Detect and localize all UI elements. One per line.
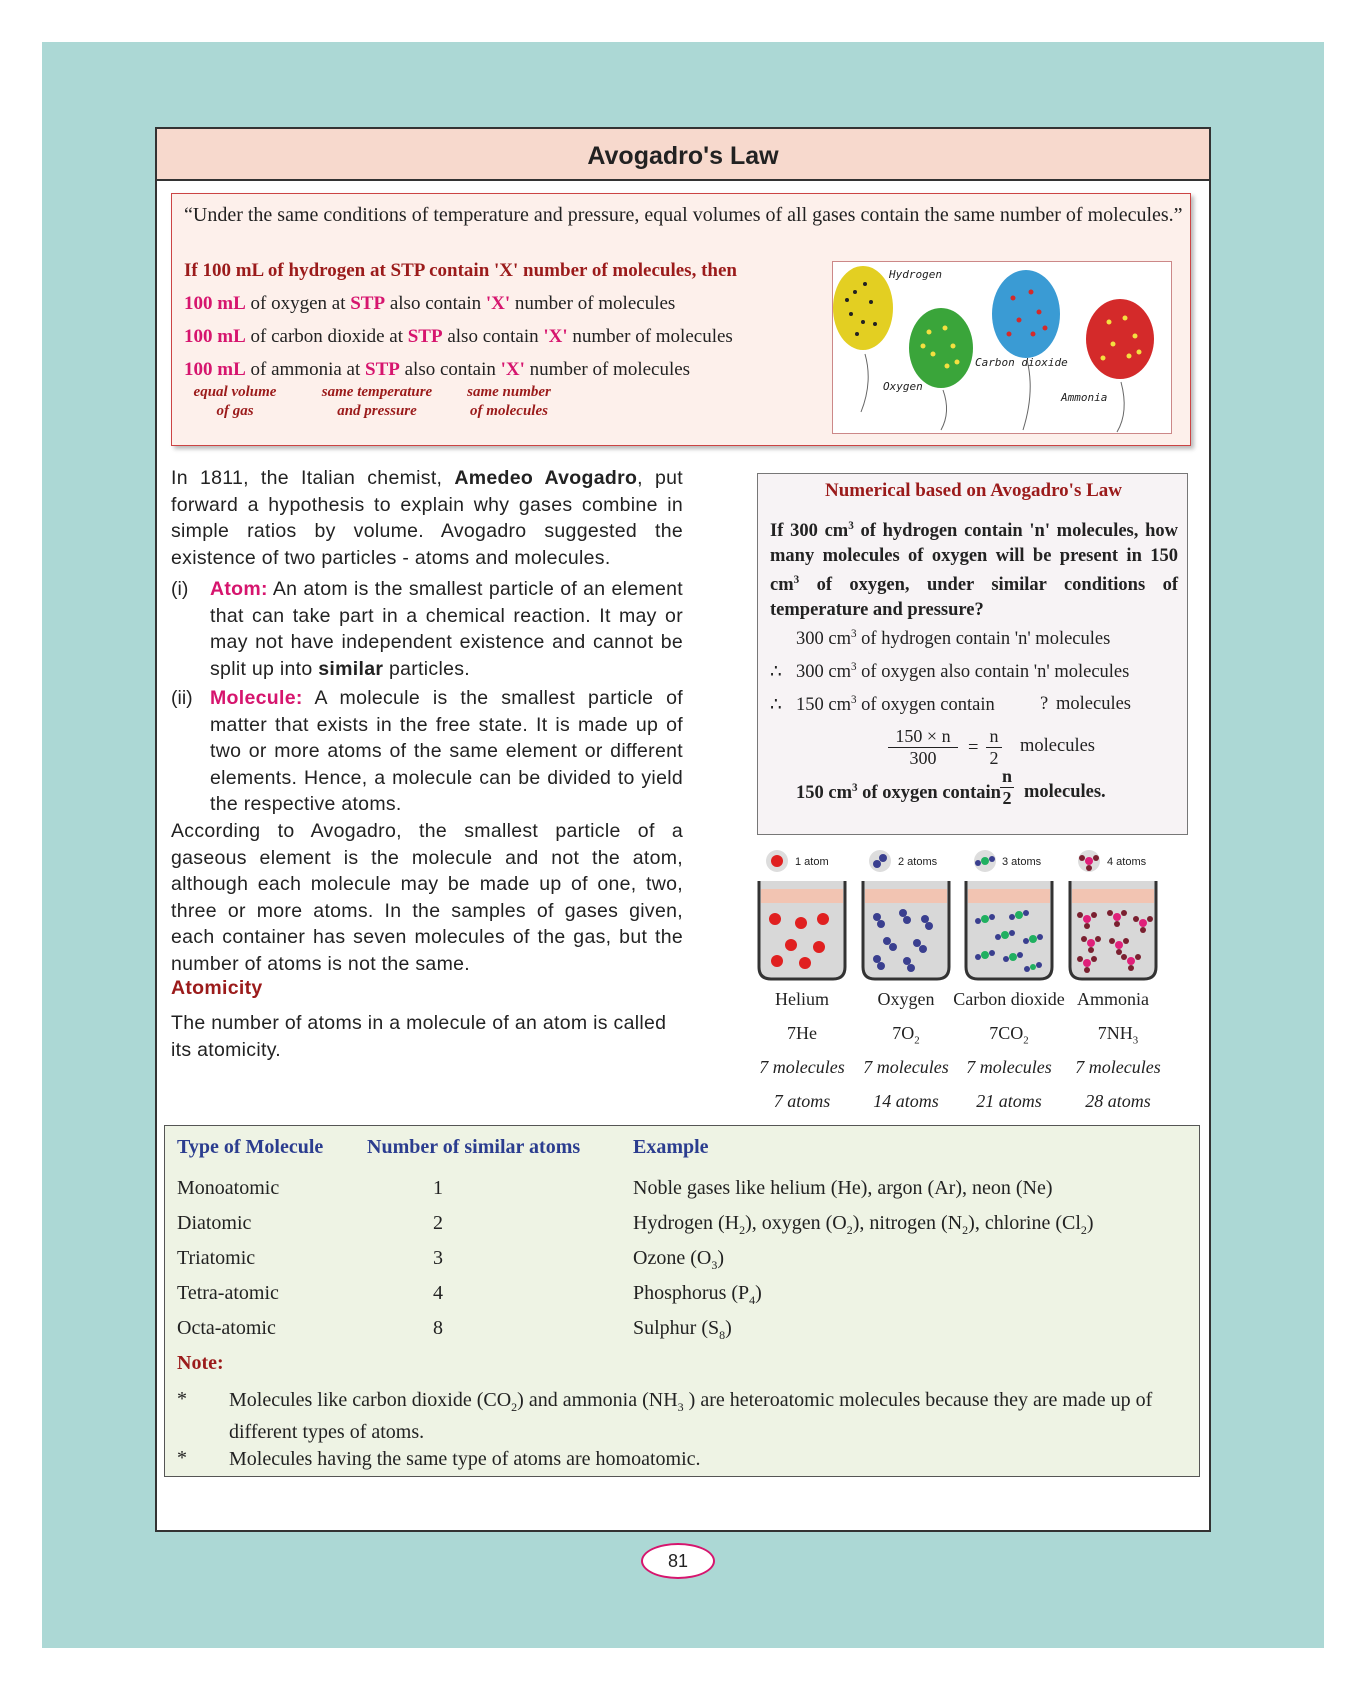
therefore-symbol-1: ∴ bbox=[770, 662, 782, 682]
gas-samples-illustration bbox=[757, 849, 1188, 1111]
atomicity-definition: The number of atoms in a molecule of an atom is called its atomicity. bbox=[171, 1012, 667, 1061]
page-title: Avogadro's Law bbox=[157, 129, 1209, 181]
row-number: 4 bbox=[433, 1282, 443, 1304]
molecule-item-number: (ii) bbox=[171, 687, 193, 709]
sample-name-oxygen: Oxygen bbox=[877, 989, 935, 1009]
row-number: 8 bbox=[433, 1317, 443, 1339]
equals-sign: = bbox=[968, 738, 979, 758]
note-title: Note: bbox=[177, 1352, 224, 1374]
sample-atoms-helium: 7 atoms bbox=[773, 1091, 831, 1111]
sample-formula-ammonia: $7NH_3$ bbox=[1097, 1023, 1139, 1047]
header-number: Number of similar atoms bbox=[367, 1136, 581, 1158]
carbon-dioxide-balloon bbox=[992, 270, 1060, 358]
law-lead: If 100 mL of hydrogen at STP contain 'X' number of molecules, then bbox=[184, 260, 737, 281]
sample-molecules-ammonia: 7 molecules bbox=[1075, 1057, 1161, 1077]
balloon-label-ammonia: Ammonia bbox=[1061, 391, 1108, 404]
beaker-oxygen bbox=[863, 881, 949, 979]
note-bullet: * bbox=[177, 1388, 187, 1410]
beaker-carbon-dioxide bbox=[966, 881, 1052, 979]
numerical-title: Numerical based on Avogadro's Law bbox=[825, 480, 1122, 501]
fraction-n-over-2: $\frac{n}{2}$ bbox=[986, 726, 1002, 769]
unknown-mark: ? bbox=[1040, 694, 1049, 714]
numerical-box bbox=[757, 473, 1188, 835]
row-example: Phosphorus $(P_4)$ bbox=[633, 1282, 762, 1307]
sample-molecules-helium: 7 molecules bbox=[759, 1057, 845, 1077]
sample-molecules-oxygen: 7 molecules bbox=[863, 1057, 949, 1077]
atom-label-ammonia: 4 atoms bbox=[1107, 856, 1147, 868]
sample-atoms-ammonia: 28 atoms bbox=[1085, 1091, 1151, 1111]
molecule-definition: Molecule: A molecule is the smallest particle of matter that exists in the free state. It is made up of two or more atoms of the same element or different elements. Hence, a molecule can be divided to yield the respective atoms. bbox=[210, 687, 683, 815]
header-type: Type of Molecule bbox=[177, 1136, 324, 1158]
note-homoatomic: Molecules having the same type of atoms are homoatomic. bbox=[229, 1448, 701, 1470]
ammonia-balloon bbox=[1086, 299, 1154, 379]
sample-formula-oxygen: $7O_2$ bbox=[892, 1023, 920, 1047]
atom-label-helium: 1 atom bbox=[795, 856, 829, 868]
fraction-150n-300: $\frac{150 \times n}{300}$ bbox=[888, 726, 958, 769]
law-line-ammonia: 100 mL of ammonia at STP also contain 'X' number of molecules bbox=[184, 359, 691, 380]
answer-molecules: molecules. bbox=[1024, 782, 1106, 802]
law-quote: “Under the same conditions of temperature and pressure, equal volumes of all gases contain the same number of molecules.” bbox=[184, 204, 1183, 226]
oxygen-balloon bbox=[909, 308, 973, 388]
sample-molecules-carbon-dioxide: 7 molecules bbox=[966, 1057, 1052, 1077]
balloons-illustration bbox=[832, 261, 1172, 434]
sample-atoms-oxygen: 14 atoms bbox=[873, 1091, 939, 1111]
sample-name-carbon-dioxide: Carbon dioxide bbox=[953, 989, 1065, 1009]
balloon-label-hydrogen: Hydrogen bbox=[889, 268, 942, 281]
row-example: Ozone $(O_3)$ bbox=[633, 1247, 724, 1272]
sample-name-ammonia: Ammonia bbox=[1077, 989, 1149, 1009]
intro-paragraph: In 1811, the Italian chemist, Amedeo Avogadro, put forward a hypothesis to explain why gases combine in simple ratios by volume. Avogadro suggested the existence of two particles - atoms and molecules. bbox=[171, 467, 683, 569]
row-example: Noble gases like helium (He), argon (Ar), neon (Ne) bbox=[633, 1177, 1053, 1199]
row-example: Sulphur $(S_8)$ bbox=[633, 1317, 732, 1342]
law-line-carbon-dioxide: 100 mL of carbon dioxide at STP also contain 'X' number of molecules bbox=[184, 326, 733, 347]
page-number: 81 bbox=[641, 1543, 715, 1579]
row-type: Triatomic bbox=[177, 1247, 256, 1269]
textbook-page bbox=[155, 127, 1211, 1532]
numerical-question: If 300 $cm^3$ of hydrogen contain 'n' molecules, how many molecules of oxygen will be present in 150 $cm^3$ of oxygen, under similar conditions of temperature and pressure? bbox=[770, 520, 1179, 620]
balloon-label-oxygen: Oxygen bbox=[883, 380, 923, 393]
header-example: Example bbox=[633, 1136, 709, 1158]
law-statement-box bbox=[171, 193, 1191, 446]
hydrogen-balloon bbox=[833, 266, 893, 350]
note-bullet: * bbox=[177, 1447, 187, 1469]
fraction-molecules: molecules bbox=[1020, 736, 1096, 756]
atomicity-heading: Atomicity bbox=[171, 977, 263, 999]
beaker-helium bbox=[759, 881, 845, 979]
beakers-svg bbox=[757, 849, 1188, 999]
row-number: 3 bbox=[433, 1247, 443, 1269]
note-same-number: same number of molecules bbox=[467, 384, 551, 419]
sample-formula-helium: 7He bbox=[787, 1023, 817, 1043]
numerical-step-2: 300 $cm^3$ of oxygen also contain 'n' molecules bbox=[796, 661, 1130, 683]
atom-definition: Atom: An atom is the smallest particle of an element that can take part in a chemical reaction. It may or may not have independent existence and cannot be split up into similar particles. bbox=[210, 578, 683, 680]
atom-label-carbon-dioxide: 3 atoms bbox=[1002, 856, 1042, 868]
atom-item-number: (i) bbox=[171, 578, 189, 600]
numerical-step-1: 300 $cm^3$ of hydrogen contain 'n' molecules bbox=[796, 628, 1111, 650]
balloon-label-carbon-dioxide: Carbon dioxide bbox=[975, 356, 1068, 369]
numerical-answer: 150 $cm^3$ of oxygen contain bbox=[796, 782, 1001, 804]
note-heteroatomic: Molecules like carbon dioxide $(CO_2)$ and ammonia ($NH_3$ ) are heteroatomic molecules because they are made up of different types of atoms. bbox=[229, 1389, 1153, 1443]
row-number: 2 bbox=[433, 1212, 443, 1234]
atom-label-oxygen: 2 atoms bbox=[898, 856, 938, 868]
row-example: Hydrogen $(H_2)$, oxygen $(O_2)$, nitrogen $(N_2)$, chlorine $(Cl_2)$ bbox=[633, 1212, 1094, 1237]
molecule-types-table bbox=[164, 1125, 1200, 1477]
numerical-step-3: 150 $cm^3$ of oxygen contain bbox=[796, 694, 995, 716]
row-type: Octa-atomic bbox=[177, 1317, 276, 1339]
note-equal-volume: equal volume of gas bbox=[193, 384, 277, 419]
beaker-ammonia bbox=[1070, 881, 1156, 979]
row-type: Monoatomic bbox=[177, 1177, 280, 1199]
therefore-symbol-2: ∴ bbox=[770, 695, 782, 715]
step-3-molecules: molecules bbox=[1056, 694, 1132, 714]
balloons-svg bbox=[833, 262, 1171, 433]
row-type: Diatomic bbox=[177, 1212, 252, 1234]
answer-fraction: $\frac{n}{2}$ bbox=[1001, 766, 1012, 808]
note-same-temperature: same temperature and pressure bbox=[321, 384, 433, 419]
law-line-oxygen: 100 mL of oxygen at STP also contain 'X' number of molecules bbox=[184, 293, 676, 314]
row-type: Tetra-atomic bbox=[177, 1282, 279, 1304]
sample-formula-carbon-dioxide: $7CO_2$ bbox=[989, 1023, 1029, 1047]
row-number: 1 bbox=[433, 1177, 443, 1199]
sample-atoms-carbon-dioxide: 21 atoms bbox=[976, 1091, 1042, 1111]
sample-name-helium: Helium bbox=[775, 989, 829, 1009]
avogadro-paragraph: According to Avogadro, the smallest particle of a gaseous element is the molecule and not the atom, although each molecule may be made up of one, two, three or more atoms. In the samples of gases given, each container has seven molecules of the gas, but the number of atoms is not the same. bbox=[171, 820, 683, 975]
